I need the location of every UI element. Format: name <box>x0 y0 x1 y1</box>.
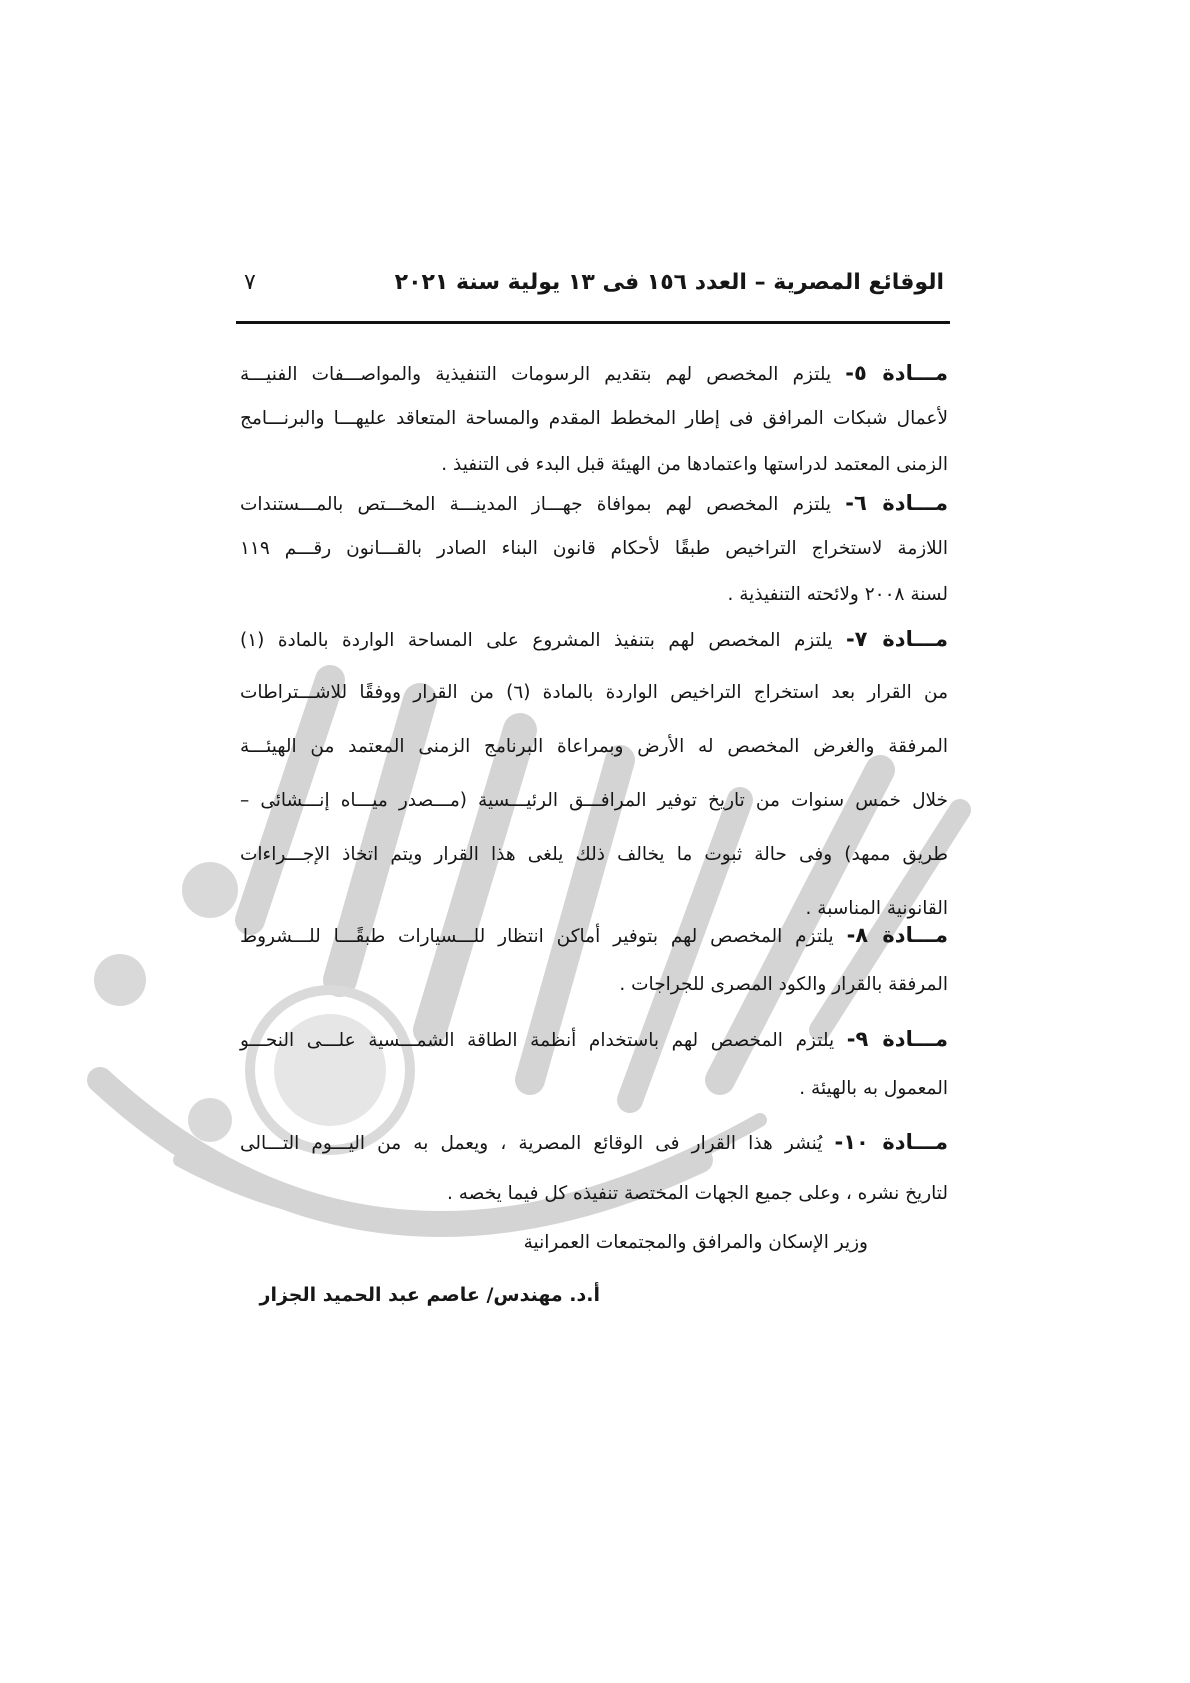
minister-title: وزير الإسكان والمرافق والمجتمعات العمرانية <box>523 1232 868 1253</box>
article-label: مـــادة ٨- <box>846 923 948 947</box>
article-6 <box>240 480 948 618</box>
article-10 <box>240 1116 948 1220</box>
header-divider <box>236 321 950 324</box>
page-number: ٧ <box>244 270 256 295</box>
article-line: الزمنى المعتمد لدراستها واعتمادها من الهيئة قبل البدء فى التنفيذ . <box>441 454 948 475</box>
article-8 <box>240 910 948 1010</box>
article-line: مـــادة ١٠- يُنشر هذا القرار فى الوقائع المصرية ، ويعمل به من اليـــوم التـــالى <box>240 1130 948 1154</box>
article-line: مـــادة ٨- يلتزم المخصص لهم بتوفير أماكن انتظار للـــسيارات طبقًـــا للـــشروط <box>240 923 948 947</box>
article-5 <box>240 350 948 488</box>
article-9 <box>240 1014 948 1114</box>
article-line: خلال خمس سنوات من تاريخ توفير المرافـــق الرئيـــسية (مـــصدر ميـــاه إنـــشائى – <box>240 790 948 811</box>
article-line: مـــادة ٦- يلتزم المخصص لهم بموافاة جهـــاز المدينـــة المخـــتص بالمـــستندات <box>240 491 948 515</box>
article-line: المعمول به بالهيئة . <box>799 1078 948 1099</box>
article-line: اللازمة لاستخراج التراخيص طبقًا لأحكام قانون البناء الصادر بالقـــانون رقـــم ١١٩ <box>240 538 948 559</box>
article-line: لتاريخ نشره ، وعلى جميع الجهات المختصة تنفيذه كل فيما يخصه . <box>446 1183 948 1204</box>
article-label: مـــادة ٧- <box>845 627 949 651</box>
article-line: القانونية المناسبة . <box>805 898 948 919</box>
minister-name: أ.د. مهندس/ عاصم عبد الحميد الجزار <box>259 1284 600 1306</box>
article-line: المرفقة والغرض المخصص له الأرض وبمراعاة البرنامج الزمنى المعتمد من الهيئـــة <box>240 736 948 757</box>
page-header <box>236 268 950 308</box>
article-7 <box>240 612 948 936</box>
article-line: مـــادة ٩- يلتزم المخصص لهم باستخدام أنظمة الطاقة الشمـــسية علـــى النحـــو <box>240 1027 948 1051</box>
article-line: لأعمال شبكات المرافق فى إطار المخطط المقدم والمساحة المتعاقد عليهـــا والبرنـــامج <box>240 408 948 429</box>
article-line: طريق ممهد) وفى حالة ثبوت ما يخالف ذلك يلغى هذا القرار ويتم اتخاذ الإجـــراءات <box>240 844 948 865</box>
article-line: مـــادة ٧- يلتزم المخصص لهم بتنفيذ المشروع على المساحة الواردة بالمادة (١) <box>240 627 949 651</box>
article-line: لسنة ٢٠٠٨ ولائحته التنفيذية . <box>727 584 948 605</box>
article-label: مـــادة ٦- <box>845 491 948 515</box>
article-line: من القرار بعد استخراج التراخيص الواردة بالمادة (٦) من القرار ووفقًا للاشـــتراطات <box>240 682 948 703</box>
gazette-issue-title: الوقائع المصرية – العدد ١٥٦ فى ١٣ يولية سنة ٢٠٢١ <box>394 270 944 295</box>
article-label: مـــادة ١٠- <box>834 1130 948 1154</box>
article-label: مـــادة ٥- <box>845 361 949 385</box>
article-label: مـــادة ٩- <box>846 1027 948 1051</box>
article-line: المرفقة بالقرار والكود المصرى للجراجات . <box>619 974 948 995</box>
article-line: مـــادة ٥- يلتزم المخصص لهم بتقديم الرسومات التنفيذية والمواصـــفات الفنيـــة <box>240 361 949 385</box>
